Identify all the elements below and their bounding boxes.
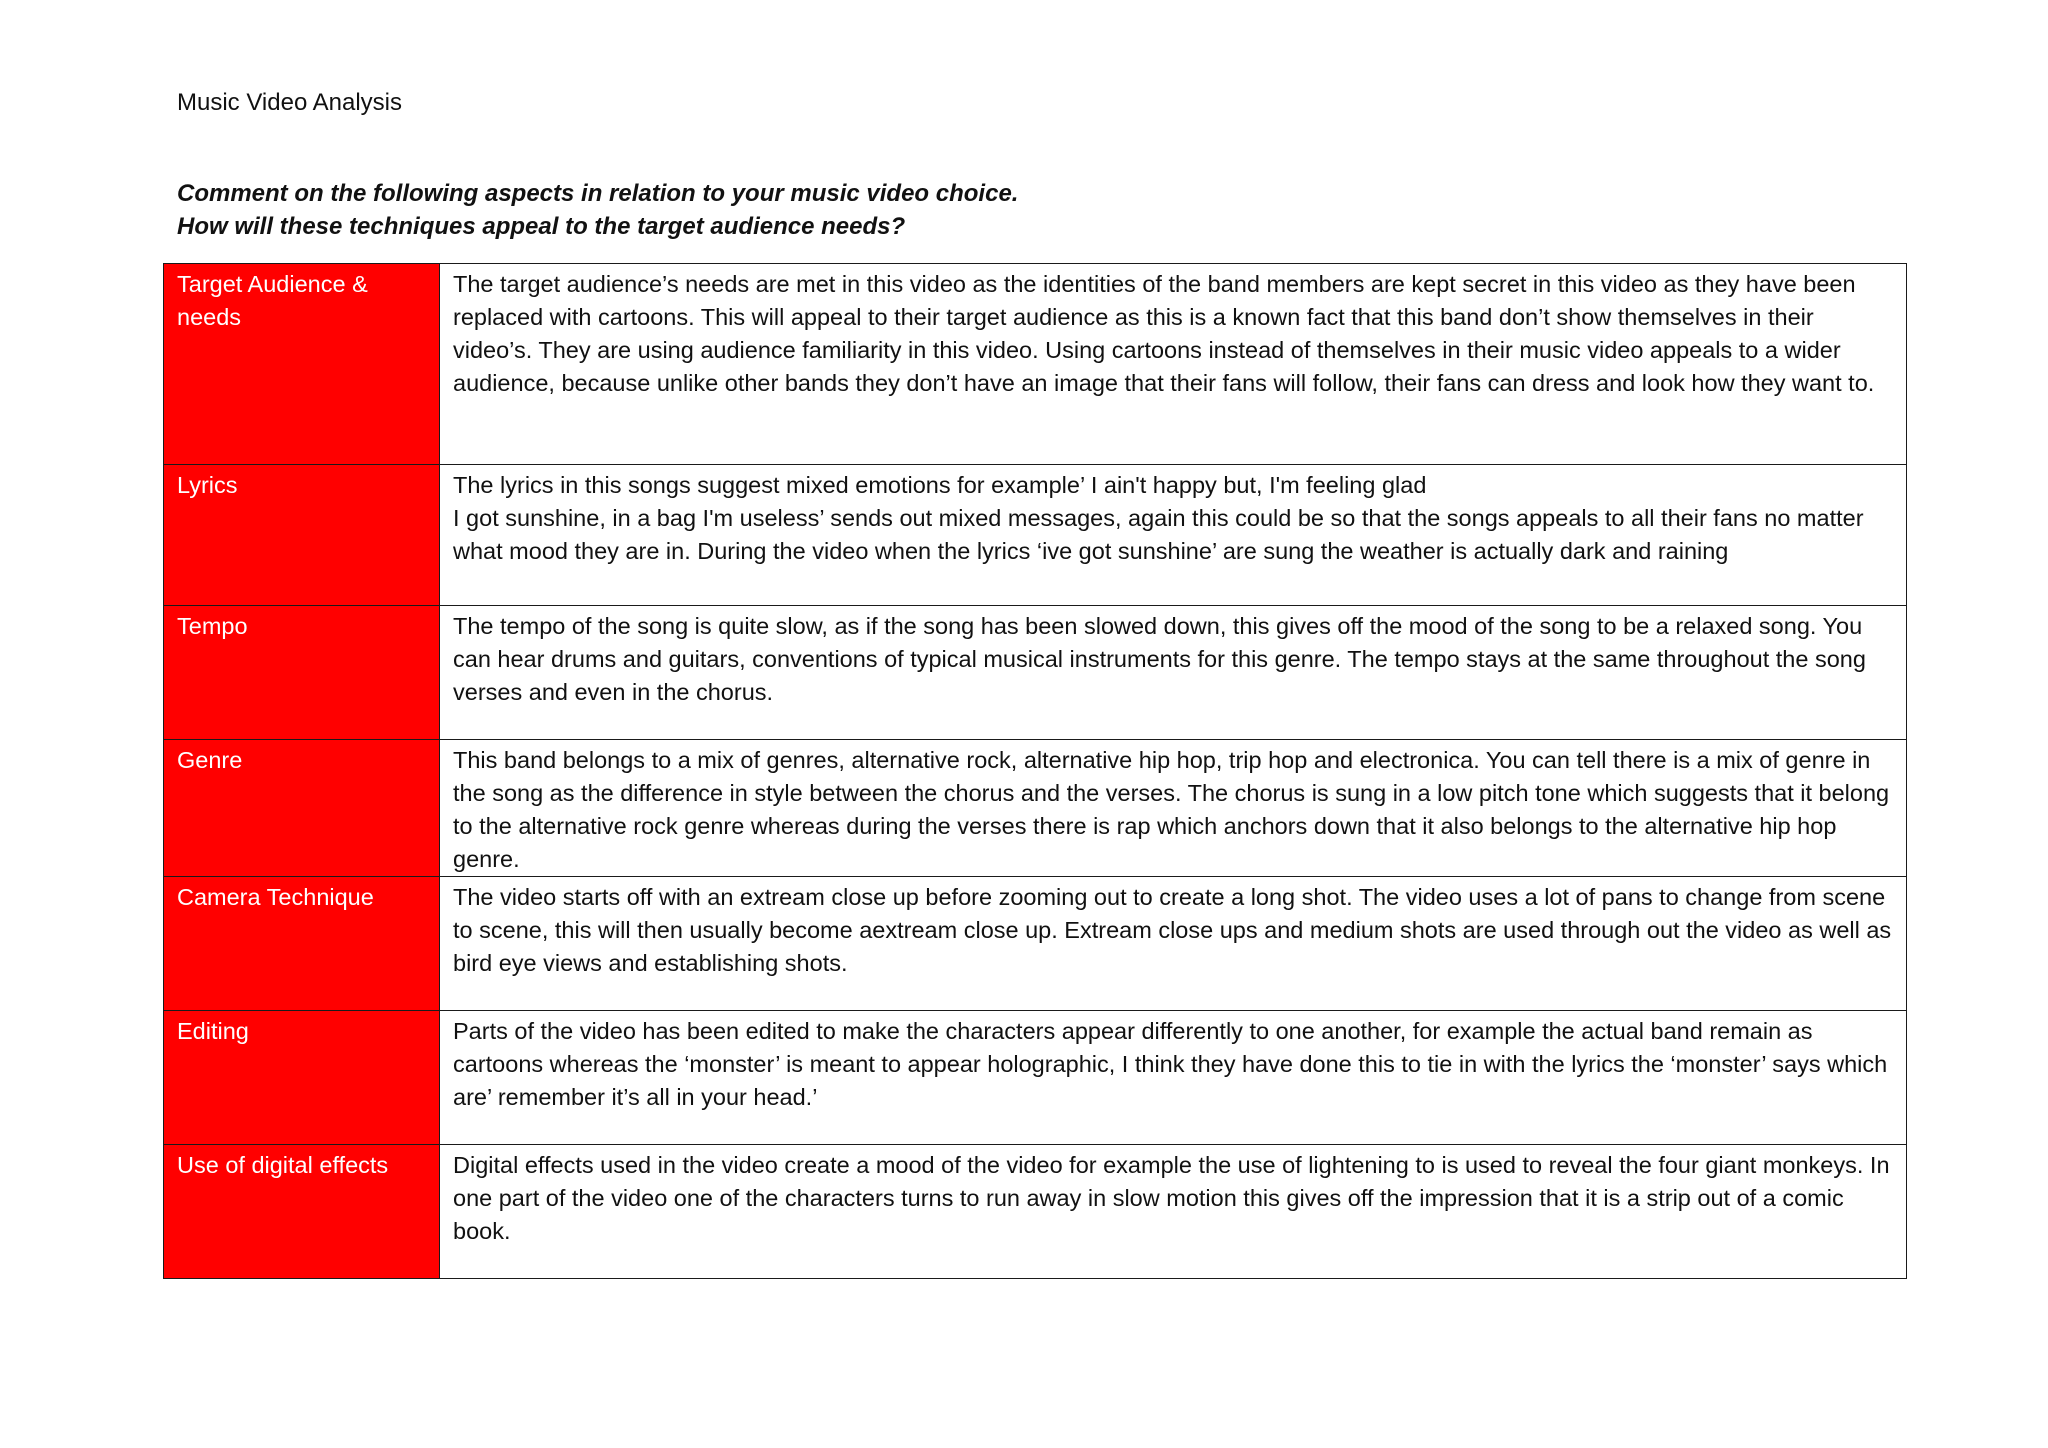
row-content: The video starts off with an extream close up before zooming out to create a long shot. The video uses a lot of pans to change from scene to scene, this will then usually become aextream close up. Extream close ups and medium shots are used through out the video as well as bird eye views and establishing shots.: [440, 877, 1907, 1011]
row-label: Lyrics: [164, 465, 440, 606]
row-label: Use of digital effects: [164, 1145, 440, 1279]
row-content: This band belongs to a mix of genres, alternative rock, alternative hip hop, trip hop and electronica. You can tell there is a mix of genre in the song as the difference in style between the chorus and the verses. The chorus is sung in a low pitch tone which suggests that it belong to the alternative rock genre whereas during the verses there is rap which anchors down that it also belongs to the alternative hip hop genre.: [440, 740, 1907, 877]
row-label: Genre: [164, 740, 440, 877]
table-row: [164, 877, 1907, 1011]
instruction-line: Comment on the following aspects in relation to your music video choice.: [177, 180, 1019, 207]
row-label: Editing: [164, 1011, 440, 1145]
row-content: The tempo of the song is quite slow, as if the song has been slowed down, this gives off the mood of the song to be a relaxed song. You can hear drums and guitars, conventions of typical musical instruments for this genre. The tempo stays at the same throughout the song verses and even in the chorus.: [440, 606, 1907, 740]
row-label: Camera Technique: [164, 877, 440, 1011]
table-row: [164, 1011, 1907, 1145]
row-content: The lyrics in this songs suggest mixed emotions for example’ I ain't happy but, I'm feeling glad I got sunshine, in a bag I'm useless’ sends out mixed messages, again this could be so that the songs appeals to all their fans no matter what mood they are in. During the video when the lyrics ‘ive got sunshine’ are sung the weather is actually dark and raining: [440, 465, 1907, 606]
row-label: Target Audience & needs: [164, 264, 440, 465]
instruction-line: How will these techniques appeal to the target audience needs?: [177, 213, 906, 240]
row-content: Parts of the video has been edited to make the characters appear differently to one another, for example the actual band remain as cartoons whereas the ‘monster’ is meant to appear holographic, I think they have done this to tie in with the lyrics the ‘monster’ says which are’ remember it’s all in your head.’: [440, 1011, 1907, 1145]
row-content: The target audience’s needs are met in this video as the identities of the band members are kept secret in this video as they have been replaced with cartoons. This will appeal to their target audience as this is a known fact that this band don’t show themselves in their video’s. They are using audience familiarity in this video. Using cartoons instead of themselves in their music video appeals to a wider audience, because unlike other bands they don’t have an image that their fans will follow, their fans can dress and look how they want to.: [440, 264, 1907, 465]
document-title: Music Video Analysis: [177, 89, 402, 116]
analysis-table: [163, 263, 1907, 1279]
row-content: Digital effects used in the video create a mood of the video for example the use of lightening to is used to reveal the four giant monkeys. In one part of the video one of the characters turns to run away in slow motion this gives off the impression that it is a strip out of a comic book.: [440, 1145, 1907, 1279]
instructions: [177, 177, 1018, 243]
table-row: [164, 606, 1907, 740]
row-label: Tempo: [164, 606, 440, 740]
table-row: [164, 740, 1907, 877]
table-row: [164, 264, 1907, 465]
table-row: [164, 1145, 1907, 1279]
table-row: [164, 465, 1907, 606]
